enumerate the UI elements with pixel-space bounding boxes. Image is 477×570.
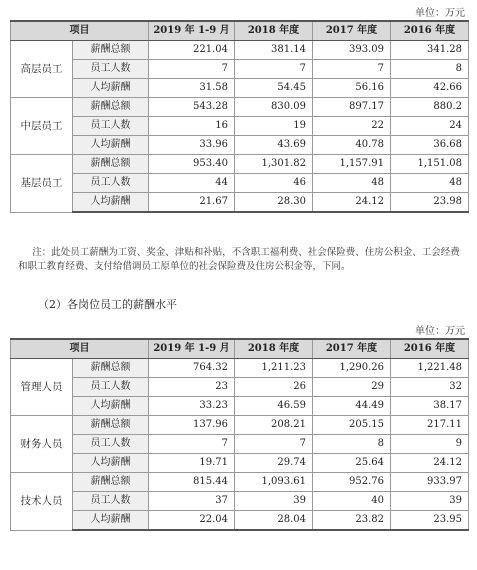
value-cell: 26 (235, 378, 313, 397)
value-cell: 880.2 (391, 98, 469, 117)
value-cell: 54.45 (235, 79, 313, 98)
column-header-item: 项目 (11, 339, 149, 359)
group-label: 技术人员 (11, 473, 73, 531)
value-cell: 7 (149, 435, 235, 454)
value-cell: 137.96 (149, 416, 235, 435)
value-cell: 22.04 (149, 511, 235, 531)
value-cell: 44 (149, 174, 235, 193)
metric-label: 薪酬总额 (73, 416, 149, 435)
value-cell: 24.12 (391, 454, 469, 473)
column-header-item: 项目 (11, 21, 149, 41)
table-row (11, 416, 469, 435)
value-cell: 33.23 (149, 397, 235, 416)
value-cell: 56.16 (313, 79, 391, 98)
value-cell: 21.67 (149, 193, 235, 213)
value-cell: 23.95 (391, 511, 469, 531)
table-row (11, 378, 469, 397)
value-cell: 39 (235, 492, 313, 511)
group-label: 财务人员 (11, 416, 73, 473)
table-row (11, 511, 469, 531)
metric-label: 薪酬总额 (73, 473, 149, 492)
metric-label: 人均薪酬 (73, 136, 149, 155)
value-cell: 32 (391, 378, 469, 397)
metric-label: 员工人数 (73, 174, 149, 193)
value-cell: 42.66 (391, 79, 469, 98)
table-footnote: 注：此处员工薪酬为工资、奖金、津贴和补贴，不含职工福利费、社会保险费、住房公积金、工会经费和职工教育经费、支付给借调员工原单位的社会保险费及住房公积金等，下同。 (18, 247, 460, 272)
value-cell: 8 (391, 60, 469, 79)
column-header-period: 2018 年度 (235, 21, 313, 41)
value-cell: 1,157.91 (313, 155, 391, 174)
value-cell: 48 (391, 174, 469, 193)
value-cell: 40.78 (313, 136, 391, 155)
metric-label: 员工人数 (73, 60, 149, 79)
value-cell: 1,221.48 (391, 359, 469, 378)
metric-label: 员工人数 (73, 117, 149, 136)
value-cell: 37 (149, 492, 235, 511)
value-cell: 22 (313, 117, 391, 136)
group-label: 高层员工 (11, 41, 73, 98)
value-cell: 19.71 (149, 454, 235, 473)
value-cell: 815.44 (149, 473, 235, 492)
value-cell: 38.17 (391, 397, 469, 416)
table-row (11, 41, 469, 60)
value-cell: 952.76 (313, 473, 391, 492)
metric-label: 薪酬总额 (73, 41, 149, 60)
value-cell: 46 (235, 174, 313, 193)
table2-unit: 单位：万元 (415, 326, 465, 337)
value-cell: 208.21 (235, 416, 313, 435)
value-cell: 16 (149, 117, 235, 136)
value-cell: 381.14 (235, 41, 313, 60)
value-cell: 36.68 (391, 136, 469, 155)
table-row (11, 473, 469, 492)
value-cell: 31.58 (149, 79, 235, 98)
value-cell: 23.98 (391, 193, 469, 213)
value-cell: 28.04 (235, 511, 313, 531)
table-row (11, 155, 469, 174)
table-row (11, 193, 469, 213)
value-cell: 341.28 (391, 41, 469, 60)
table-row (11, 397, 469, 416)
value-cell: 43.69 (235, 136, 313, 155)
value-cell: 7 (235, 435, 313, 454)
table-position-compensation (10, 338, 469, 531)
column-header-period: 2017 年度 (313, 339, 391, 359)
table-row (11, 492, 469, 511)
value-cell: 7 (313, 60, 391, 79)
metric-label: 人均薪酬 (73, 454, 149, 473)
value-cell: 7 (149, 60, 235, 79)
metric-label: 人均薪酬 (73, 79, 149, 98)
section-heading: （2）各岗位员工的薪酬水平 (38, 298, 177, 311)
value-cell: 23.82 (313, 511, 391, 531)
value-cell: 205.15 (313, 416, 391, 435)
metric-label: 人均薪酬 (73, 511, 149, 531)
metric-label: 员工人数 (73, 492, 149, 511)
value-cell: 1,301.82 (235, 155, 313, 174)
column-header-period: 2016 年度 (391, 21, 469, 41)
value-cell: 897.17 (313, 98, 391, 117)
metric-label: 薪酬总额 (73, 155, 149, 174)
table-row (11, 359, 469, 378)
column-header-period: 2017 年度 (313, 21, 391, 41)
value-cell: 28.30 (235, 193, 313, 213)
value-cell: 25.64 (313, 454, 391, 473)
column-header-period: 2019 年 1-9 月 (149, 339, 235, 359)
value-cell: 7 (235, 60, 313, 79)
value-cell: 830.09 (235, 98, 313, 117)
value-cell: 543.28 (149, 98, 235, 117)
value-cell: 221.04 (149, 41, 235, 60)
value-cell: 9 (391, 435, 469, 454)
column-header-period: 2016 年度 (391, 339, 469, 359)
value-cell: 1,290.26 (313, 359, 391, 378)
value-cell: 48 (313, 174, 391, 193)
value-cell: 953.40 (149, 155, 235, 174)
table-employee-level-compensation (10, 20, 469, 213)
value-cell: 40 (313, 492, 391, 511)
value-cell: 764.32 (149, 359, 235, 378)
value-cell: 933.97 (391, 473, 469, 492)
value-cell: 24 (391, 117, 469, 136)
table-row (11, 435, 469, 454)
value-cell: 23 (149, 378, 235, 397)
table-row (11, 136, 469, 155)
value-cell: 19 (235, 117, 313, 136)
metric-label: 薪酬总额 (73, 359, 149, 378)
column-header-period: 2019 年 1-9 月 (149, 21, 235, 41)
metric-label: 人均薪酬 (73, 397, 149, 416)
value-cell: 29.74 (235, 454, 313, 473)
value-cell: 1,211.23 (235, 359, 313, 378)
value-cell: 24.12 (313, 193, 391, 213)
table-row (11, 454, 469, 473)
value-cell: 393.09 (313, 41, 391, 60)
column-header-period: 2018 年度 (235, 339, 313, 359)
value-cell: 1,093.61 (235, 473, 313, 492)
value-cell: 33.96 (149, 136, 235, 155)
value-cell: 44.49 (313, 397, 391, 416)
metric-label: 员工人数 (73, 378, 149, 397)
group-label: 基层员工 (11, 155, 73, 213)
table-row (11, 117, 469, 136)
metric-label: 员工人数 (73, 435, 149, 454)
value-cell: 8 (313, 435, 391, 454)
table1-unit: 单位：万元 (415, 8, 465, 19)
value-cell: 29 (313, 378, 391, 397)
table-row (11, 174, 469, 193)
table-row (11, 60, 469, 79)
table-row (11, 98, 469, 117)
value-cell: 39 (391, 492, 469, 511)
metric-label: 薪酬总额 (73, 98, 149, 117)
group-label: 管理人员 (11, 359, 73, 416)
metric-label: 人均薪酬 (73, 193, 149, 213)
value-cell: 46.59 (235, 397, 313, 416)
value-cell: 217.11 (391, 416, 469, 435)
value-cell: 1,151.08 (391, 155, 469, 174)
table-row (11, 79, 469, 98)
group-label: 中层员工 (11, 98, 73, 155)
